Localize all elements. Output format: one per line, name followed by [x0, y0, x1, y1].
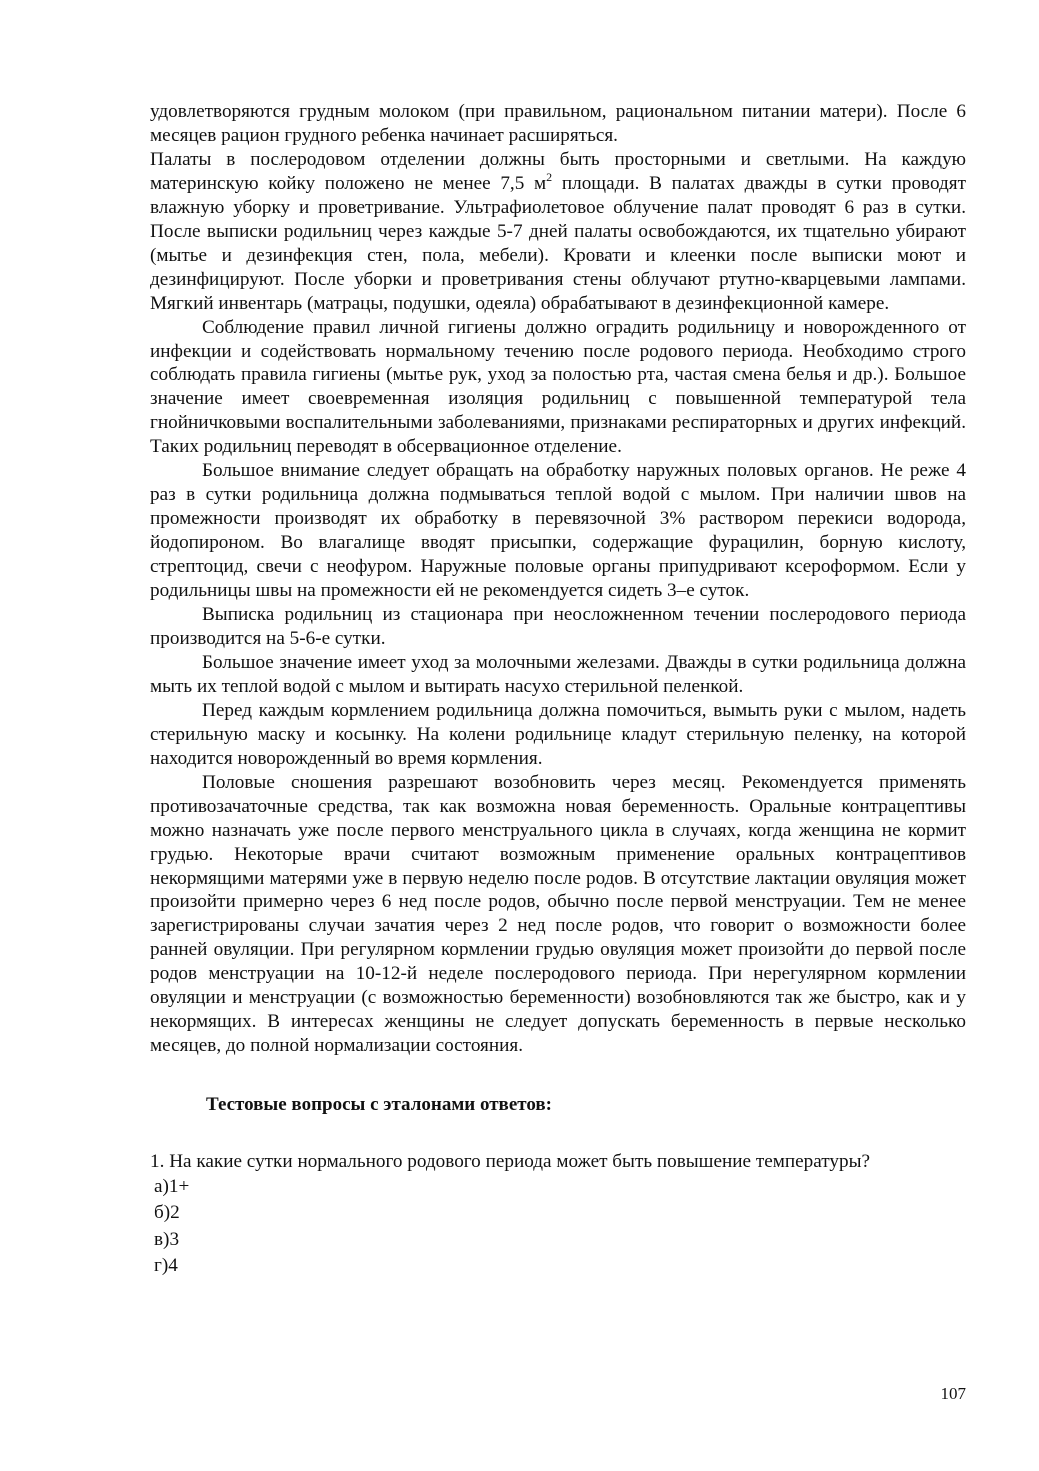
paragraph-wards-text-start: Палаты в послеродовом отделении должны быть просторными и светлыми. На каждую материнскую койку положено не менее 7,5 м	[150, 148, 966, 194]
square-meter-superscript: 2	[546, 169, 553, 184]
paragraph-contraception: Половые сношения разрешают возобновить через месяц. Рекомендуется применять противозачаточные средства, так как возможна новая беременность. Оральные контрацептивы можно назначать уже после первого менструального цикла в случаях, когда женщина не кормит грудью. Некоторые врачи считают возможным применение оральных контрацептивов некормящими матерями уже в первую неделю после родов. В отсутствие лактации овуляция может произойти примерно через 6 нед после родов, обычно после первой менструации. Тем не менее зарегистрированы случаи зачатия через 2 нед после родов, что говорит о возможности более ранней овуляции. При регулярном кормлении грудью овуляция может произойти до первой после родов менструации на 10-12-й неделе послеродового периода. При нерегулярном кормлении овуляции и менструации (с возможностью беременности) возобновляются так же быстро, как и у некормящих. В интересах женщины не следует допускать беременность в первые несколько месяцев, до полной нормализации состояния.	[150, 771, 966, 1057]
answer-option-d: г)4	[154, 1254, 178, 1276]
paragraph-discharge: Выписка родильниц из стационара при неосложненном течении послеродового периода производится на 5-6-е сутки.	[150, 604, 966, 649]
paragraph-breast-care: Большое значение имеет уход за молочными железами. Дважды в сутки родильница должна мыть их теплой водой с мылом и вытирать насухо стерильной пеленкой.	[150, 651, 966, 697]
answer-option-b: б)2	[154, 1202, 180, 1224]
paragraph-feeding-preparation: Перед каждым кормлением родильница должна помочиться, вымыть руки с мылом, надеть стерильную маску и косынку. На колени родильнице кладут стерильную пеленку, на которой находится новорожденный во время кормления.	[150, 699, 966, 769]
page-number: 107	[940, 1384, 966, 1403]
paragraph-genital-care: Большое внимание следует обращать на обработку наружных половых органов. Не реже 4 раз в сутки родильница должна подмываться теплой водой с мылом. При наличии швов на промежности производят их обработку в перевязочной 3% раствором перекиси водорода, йодопироном. Во влагалище вводят присыпки, содержащие фурацилин, борную кислоту, стрептоцид, свечи с неофуром. Наружные половые органы припудривают ксероформом. Если у родильницы швы на промежности ей не рекомендуется сидеть 3–е суток.	[150, 460, 966, 602]
test-question-1: 1. На какие сутки нормального родового периода может быть повышение температуры?	[150, 1151, 870, 1173]
document-page	[150, 100, 966, 1279]
answer-option-c: в)3	[154, 1228, 180, 1250]
paragraph-hygiene: Соблюдение правил личной гигиены должно оградить родильницу и новорожденного от инфекции и содействовать нормальному течению после родового периода. Необходимо строго соблюдать правила гигиены (мытье рук, уход за полостью рта, частая смена белья и др.). Большое значение имеет своевременная изоляция родильниц с повышенной температурой тела гнойничковыми воспалительными заболеваниями, признаками респираторных и других инфекций. Таких родильниц переводят в обсервационное отделение.	[150, 316, 966, 458]
answer-options-list	[150, 1174, 966, 1279]
paragraph-feeding: удовлетворяются грудным молоком (при правильном, рациональном питании матери). После 6 месяцев рацион грудного ребенка начинает расширяться.	[150, 101, 966, 146]
paragraph-wards-text-end: площади. В палатах дважды в сутки проводят влажную уборку и проветривание. Ультрафиолетовое облучение палат проводят 6 раз в сутки. После выписки родильниц через каждые 5-7 дней палаты освобождаются, их тщательно убирают (мытье и дезинфекция стен, пола, мебели). Кровати и клеенки после выписки моют и дезинфицируют. После уборки и проветривания стены облучают ртутно-кварцевыми лампами. Мягкий инвентарь (матрацы, подушки, одеяла) обрабатывают в дезинфекционной камере.	[150, 172, 966, 314]
paragraph-wards	[150, 148, 966, 316]
test-section-heading: Тестовые вопросы с эталонами ответов:	[206, 1094, 552, 1116]
answer-option-a: а)1+	[154, 1176, 190, 1198]
